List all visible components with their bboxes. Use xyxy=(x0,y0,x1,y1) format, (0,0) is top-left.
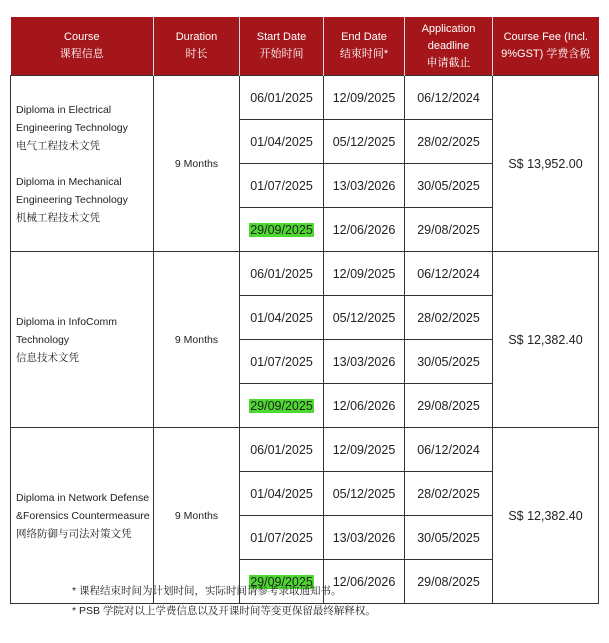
start-date-cell: 06/01/2025 xyxy=(240,76,324,120)
deadline-date-cell: 30/05/2025 xyxy=(405,164,493,208)
course-name-zh: 电气工程技术文凭 xyxy=(16,139,100,152)
course-name-en: Technology xyxy=(16,333,70,346)
table-row xyxy=(11,76,599,120)
deadline-date-cell: 28/02/2025 xyxy=(405,472,493,516)
end-date-cell: 13/03/2026 xyxy=(324,516,405,560)
start-date-cell: 06/01/2025 xyxy=(240,252,324,296)
duration-cell: 9 Months xyxy=(154,252,240,428)
start-date-cell: 01/04/2025 xyxy=(240,472,324,516)
course-fee-cell: S$ 12,382.40 xyxy=(493,428,599,604)
end-date-cell: 05/12/2025 xyxy=(324,296,405,340)
header-end-date: End Date 结束时间* xyxy=(324,17,405,76)
header-application-deadline: Application deadline 申请截止 xyxy=(405,17,493,76)
deadline-date-cell: 30/05/2025 xyxy=(405,516,493,560)
start-date-cell: 01/04/2025 xyxy=(240,120,324,164)
start-date-cell: 01/04/2025 xyxy=(240,296,324,340)
highlighted-start-date: 29/09/2025 xyxy=(250,574,313,589)
end-date-cell: 12/06/2026 xyxy=(324,384,405,428)
course-name-zh: 机械工程技术文凭 xyxy=(16,211,100,224)
start-date-cell xyxy=(240,208,324,252)
deadline-date-cell: 28/02/2025 xyxy=(405,296,493,340)
footnotes xyxy=(72,581,376,621)
course-names-cell xyxy=(11,252,154,428)
course-fee-cell: S$ 12,382.40 xyxy=(493,252,599,428)
end-date-cell: 12/06/2026 xyxy=(324,560,405,604)
end-date-cell: 12/06/2026 xyxy=(324,208,405,252)
course-name-en: &Forensics Countermeasure xyxy=(16,509,150,522)
course-name-en: Engineering Technology xyxy=(16,121,128,134)
start-date-cell: 01/07/2025 xyxy=(240,340,324,384)
course-fee-table xyxy=(10,17,599,604)
course-name-zh: 网络防御与司法对策文凭 xyxy=(16,527,132,540)
header-course: Course 课程信息 xyxy=(11,17,154,76)
course-name-en: Diploma in Mechanical xyxy=(16,175,122,188)
end-date-cell: 05/12/2025 xyxy=(324,472,405,516)
highlighted-start-date: 29/09/2025 xyxy=(250,222,313,237)
deadline-date-cell: 30/05/2025 xyxy=(405,340,493,384)
header-duration: Duration 时长 xyxy=(154,17,240,76)
duration-cell: 9 Months xyxy=(154,428,240,604)
course-names-cell xyxy=(11,428,154,604)
table-header-row xyxy=(11,17,599,76)
table-row xyxy=(11,428,599,472)
course-name-en: Diploma in Electrical xyxy=(16,103,112,116)
footnote: * PSB 学院对以上学费信息以及开课时间等变更保留最终解释权。 xyxy=(72,605,376,617)
footnote: * 课程结束时间为计划时间，实际时间请参考录取通知书。 xyxy=(72,585,342,597)
deadline-date-cell: 06/12/2024 xyxy=(405,252,493,296)
course-name-en: Diploma in InfoComm xyxy=(16,315,117,328)
course-name-zh: 信息技术文凭 xyxy=(16,351,79,364)
end-date-cell: 05/12/2025 xyxy=(324,120,405,164)
start-date-cell: 01/07/2025 xyxy=(240,164,324,208)
deadline-date-cell: 29/08/2025 xyxy=(405,208,493,252)
end-date-cell: 12/09/2025 xyxy=(324,428,405,472)
start-date-cell: 01/07/2025 xyxy=(240,516,324,560)
deadline-date-cell: 06/12/2024 xyxy=(405,428,493,472)
duration-cell: 9 Months xyxy=(154,76,240,252)
deadline-date-cell: 06/12/2024 xyxy=(405,76,493,120)
course-names-cell xyxy=(11,76,154,252)
header-course-fee: Course Fee (Incl. 9%GST) 学费含税 xyxy=(493,17,599,76)
highlighted-start-date: 29/09/2025 xyxy=(250,398,313,413)
start-date-cell: 06/01/2025 xyxy=(240,428,324,472)
deadline-date-cell: 28/02/2025 xyxy=(405,120,493,164)
deadline-date-cell: 29/08/2025 xyxy=(405,384,493,428)
course-name-en: Engineering Technology xyxy=(16,193,128,206)
start-date-cell xyxy=(240,384,324,428)
end-date-cell: 12/09/2025 xyxy=(324,76,405,120)
table-row xyxy=(11,252,599,296)
end-date-cell: 12/09/2025 xyxy=(324,252,405,296)
course-fee-cell: S$ 13,952.00 xyxy=(493,76,599,252)
table-body xyxy=(11,76,599,604)
end-date-cell: 13/03/2026 xyxy=(324,164,405,208)
course-name-en: Diploma in Network Defense xyxy=(16,491,150,504)
deadline-date-cell: 29/08/2025 xyxy=(405,560,493,604)
end-date-cell: 13/03/2026 xyxy=(324,340,405,384)
header-start-date: Start Date 开始时间 xyxy=(240,17,324,76)
